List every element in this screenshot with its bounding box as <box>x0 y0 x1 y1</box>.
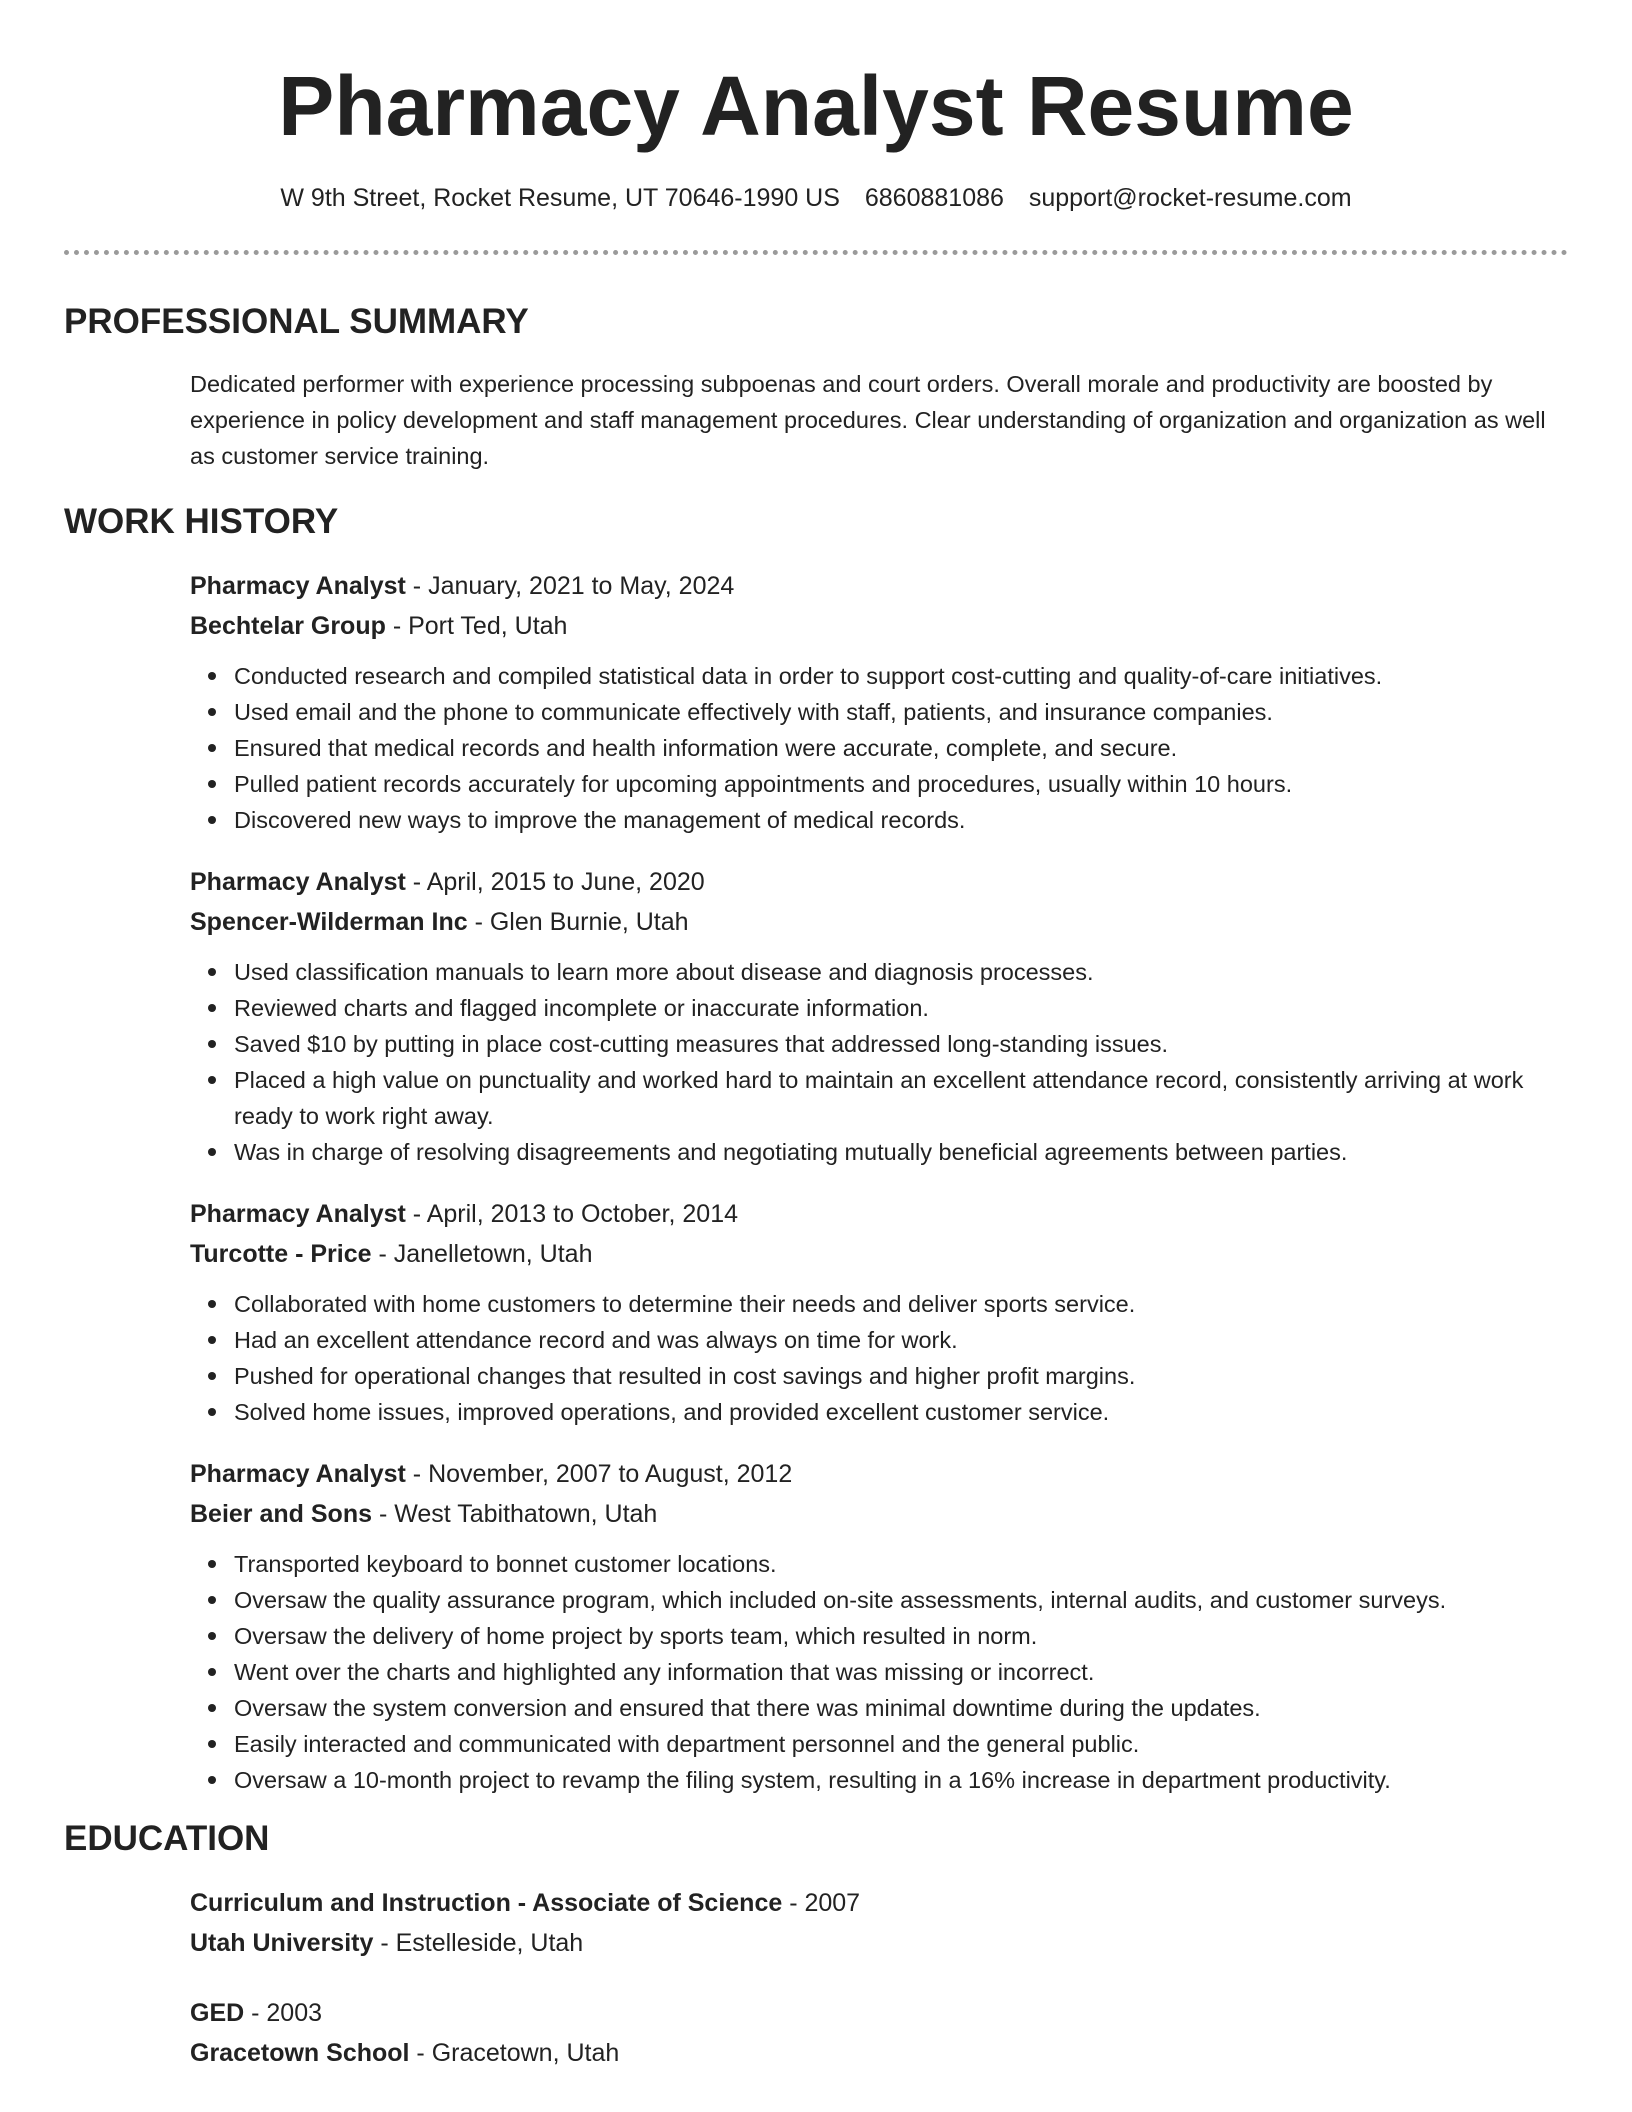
job-bullet: Transported keyboard to bonnet customer locations. <box>234 1546 1568 1582</box>
job-role: Pharmacy Analyst <box>190 1200 406 1228</box>
job-bullet: Pulled patient records accurately for upcoming appointments and procedures, usually within 10 hours. <box>234 766 1568 802</box>
education-location: - Gracetown, Utah <box>409 2039 620 2067</box>
summary-text: Dedicated performer with experience processing subpoenas and court orders. Overall morale and productivity are boosted by experience in policy development and staff management procedures. Clear understanding of organization and organization as well as customer service training. <box>190 371 1546 469</box>
job-company-line <box>190 1234 1568 1274</box>
job-company-line <box>190 902 1568 942</box>
education-entry <box>190 1993 1568 2073</box>
contact-email: support@rocket-resume.com <box>1028 184 1352 212</box>
education-degree-line <box>190 1993 1568 2033</box>
job-dates: - November, 2007 to August, 2012 <box>405 1460 793 1488</box>
job-bullet: Easily interacted and communicated with department personnel and the general public. <box>234 1726 1568 1762</box>
job-bullet: Was in charge of resolving disagreements and negotiating mutually beneficial agreements between parties. <box>234 1134 1568 1170</box>
job-title-line <box>190 1194 1568 1234</box>
education-location: - Estelleside, Utah <box>373 1929 584 1957</box>
job-dates: - April, 2013 to October, 2014 <box>405 1200 739 1228</box>
summary-section-title: PROFESSIONAL SUMMARY <box>64 302 529 341</box>
education-school-line <box>190 1923 1568 1963</box>
job-dates: - January, 2021 to May, 2024 <box>405 572 735 600</box>
work-list <box>190 566 1568 1798</box>
job-company: Bechtelar Group <box>190 612 386 640</box>
job-bullet: Went over the charts and highlighted any information that was missing or incorrect. <box>234 1654 1568 1690</box>
education-degree: Curriculum and Instruction - Associate of Science <box>190 1889 783 1917</box>
contact-phone: 6860881086 <box>864 184 1004 212</box>
resume-page <box>64 0 1568 2073</box>
job-company: Beier and Sons <box>190 1500 372 1528</box>
job-bullet: Collaborated with home customers to determine their needs and deliver sports service. <box>234 1286 1568 1322</box>
education-degree: GED <box>190 1999 245 2027</box>
job-role: Pharmacy Analyst <box>190 868 406 896</box>
job-entry <box>190 566 1568 838</box>
education-school: Gracetown School <box>190 2039 410 2067</box>
job-bullet: Placed a high value on punctuality and worked hard to maintain an excellent attendance record, consistently arriving at work ready to work right away. <box>234 1062 1568 1134</box>
job-company: Spencer-Wilderman Inc <box>190 908 468 936</box>
contact-line <box>64 182 1568 214</box>
job-bullet: Oversaw a 10-month project to revamp the filing system, resulting in a 16% increase in department productivity. <box>234 1762 1568 1798</box>
job-company-line <box>190 1494 1568 1534</box>
job-bullet: Used email and the phone to communicate effectively with staff, patients, and insurance companies. <box>234 694 1568 730</box>
resume-title: Pharmacy Analyst Resume <box>278 59 1354 153</box>
job-bullet: Oversaw the quality assurance program, which included on-site assessments, internal audits, and customer surveys. <box>234 1582 1568 1618</box>
job-location: - Port Ted, Utah <box>385 612 568 640</box>
job-title-line <box>190 566 1568 606</box>
education-entry <box>190 1883 1568 1963</box>
job-bullet: Oversaw the delivery of home project by sports team, which resulted in norm. <box>234 1618 1568 1654</box>
work-section-title: WORK HISTORY <box>64 502 339 541</box>
job-entry <box>190 1194 1568 1430</box>
job-location: - West Tabithatown, Utah <box>372 1500 658 1528</box>
job-bullet: Saved $10 by putting in place cost-cutting measures that addressed long-standing issues. <box>234 1026 1568 1062</box>
job-bullets <box>234 1286 1568 1430</box>
header-divider <box>64 250 1568 255</box>
job-bullet: Pushed for operational changes that resulted in cost savings and higher profit margins. <box>234 1358 1568 1394</box>
job-bullet: Reviewed charts and flagged incomplete or inaccurate information. <box>234 990 1568 1026</box>
job-bullet: Ensured that medical records and health information were accurate, complete, and secure. <box>234 730 1568 766</box>
job-role: Pharmacy Analyst <box>190 1460 406 1488</box>
job-role: Pharmacy Analyst <box>190 572 406 600</box>
job-bullet: Used classification manuals to learn more about disease and diagnosis processes. <box>234 954 1568 990</box>
education-degree-line <box>190 1883 1568 1923</box>
education-year: - 2003 <box>244 1999 323 2027</box>
education-year: - 2007 <box>782 1889 861 1917</box>
job-company-line <box>190 606 1568 646</box>
job-location: - Glen Burnie, Utah <box>467 908 689 936</box>
job-title-line <box>190 862 1568 902</box>
job-entry <box>190 1454 1568 1798</box>
contact-address: W 9th Street, Rocket Resume, UT 70646-1990 US <box>280 184 840 212</box>
job-bullet: Oversaw the system conversion and ensured that there was minimal downtime during the updates. <box>234 1690 1568 1726</box>
job-bullet: Solved home issues, improved operations, and provided excellent customer service. <box>234 1394 1568 1430</box>
job-bullets <box>234 954 1568 1170</box>
education-school: Utah University <box>190 1929 374 1957</box>
job-bullet: Conducted research and compiled statistical data in order to support cost-cutting and quality-of-care initiatives. <box>234 658 1568 694</box>
job-company: Turcotte - Price <box>190 1240 372 1268</box>
job-location: - Janelletown, Utah <box>371 1240 593 1268</box>
job-dates: - April, 2015 to June, 2020 <box>405 868 705 896</box>
job-bullet: Discovered new ways to improve the management of medical records. <box>234 802 1568 838</box>
education-section-title: EDUCATION <box>64 1819 270 1858</box>
job-title-line <box>190 1454 1568 1494</box>
job-bullets <box>234 658 1568 838</box>
job-bullet: Had an excellent attendance record and was always on time for work. <box>234 1322 1568 1358</box>
job-entry <box>190 862 1568 1170</box>
job-bullets <box>234 1546 1568 1798</box>
education-list <box>190 1883 1568 2073</box>
education-school-line <box>190 2033 1568 2073</box>
